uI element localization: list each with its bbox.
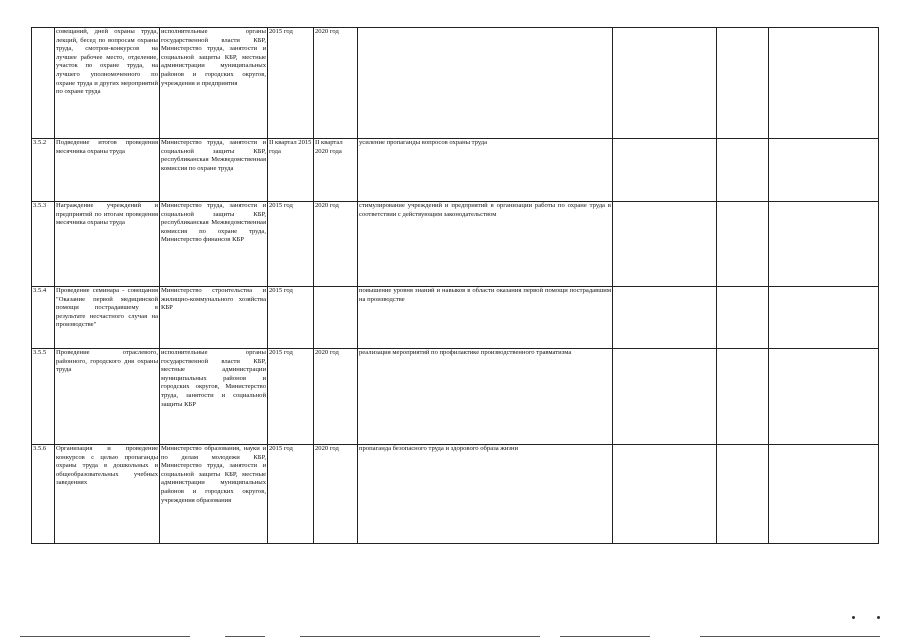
table-row bbox=[32, 349, 879, 445]
start-date: 2015 год bbox=[268, 349, 314, 445]
expected-result bbox=[358, 28, 613, 139]
responsible-executors: Министерство образования, науки и по делам молодежи КБР, Министерство труда, занятости и социальной защиты КБР, местные администрации муниципальных районов и городских округов, учреждения образования bbox=[160, 445, 268, 544]
end-date: 2020 год bbox=[314, 202, 358, 287]
empty-cell bbox=[769, 349, 879, 445]
expected-result: стимулирование учреждений и предприятий в организации работы по охране труда в соответствии с действующим законодательством bbox=[358, 202, 613, 287]
start-date: 2015 год bbox=[268, 445, 314, 544]
item-number: 3.5.2 bbox=[32, 139, 55, 202]
empty-cell bbox=[717, 28, 769, 139]
empty-cell bbox=[613, 287, 717, 349]
scan-line bbox=[20, 636, 190, 637]
item-number: 3.5.4 bbox=[32, 287, 55, 349]
start-date: 2015 год bbox=[268, 28, 314, 139]
responsible-executors: Министерство строительства и жилищно-коммунального хозяйства КБР bbox=[160, 287, 268, 349]
scan-dot bbox=[852, 616, 855, 619]
end-date bbox=[314, 287, 358, 349]
start-date: II квартал 2015 года bbox=[268, 139, 314, 202]
item-number bbox=[32, 28, 55, 139]
scan-line bbox=[300, 636, 540, 637]
measure-name: Организация и проведение конкурсов с целью пропаганды охраны труда в дошкольных и общеобразовательных учебных заведениях bbox=[55, 445, 160, 544]
empty-cell bbox=[769, 445, 879, 544]
end-date: II квартал 2020 года bbox=[314, 139, 358, 202]
end-date: 2020 год bbox=[314, 349, 358, 445]
empty-cell bbox=[717, 202, 769, 287]
empty-cell bbox=[613, 349, 717, 445]
scan-line bbox=[225, 636, 265, 637]
table-row bbox=[32, 287, 879, 349]
scan-footer bbox=[0, 612, 905, 640]
empty-cell bbox=[717, 349, 769, 445]
scan-dot bbox=[877, 616, 880, 619]
scan-line bbox=[700, 636, 880, 637]
item-number: 3.5.6 bbox=[32, 445, 55, 544]
empty-cell bbox=[613, 28, 717, 139]
responsible-executors: исполнительные органы государственной власти КБР, местные администрации муниципальных районов и городских округов, Министерство труда, занятости и социальной защиты КБР bbox=[160, 349, 268, 445]
measure-name: Проведение отраслевого, районного, городского дня охраны труда bbox=[55, 349, 160, 445]
empty-cell bbox=[769, 139, 879, 202]
table-row bbox=[32, 28, 879, 139]
start-date: 2015 год bbox=[268, 287, 314, 349]
responsible-executors: Министерство труда, занятости и социальной защиты КБР, республиканская Межведомственная комиссия по охране труда, Министерство финансов КБР bbox=[160, 202, 268, 287]
empty-cell bbox=[717, 445, 769, 544]
program-measures-table bbox=[31, 27, 879, 544]
empty-cell bbox=[769, 28, 879, 139]
empty-cell bbox=[613, 445, 717, 544]
expected-result: реализация мероприятий по профилактике производственного травматизма bbox=[358, 349, 613, 445]
responsible-executors: исполнительные органы государственной власти КБР, Министерство труда, занятости и социальной защиты КБР, местные администрации муниципальных районов и городских округов, учреждения и предприятия bbox=[160, 28, 268, 139]
expected-result: усиление пропаганды вопросов охраны труда bbox=[358, 139, 613, 202]
measure-name: Проведение семинара - совещания "Оказание первой медицинской помощи пострадавшему в результате несчастного случая на производстве" bbox=[55, 287, 160, 349]
measure-name: Награждение учреждений и предприятий по итогам проведения месячника охраны труда bbox=[55, 202, 160, 287]
empty-cell bbox=[613, 139, 717, 202]
end-date: 2020 год bbox=[314, 28, 358, 139]
measure-name: совещаний, дней охраны труда, лекций, бесед по вопросам охраны труда, смотров-конкурсов на лучшее рабочее место, отделение, участок по охране труда, на лучшего уполномоченного по охране труда и других мероприятий по охране труда bbox=[55, 28, 160, 139]
empty-cell bbox=[717, 287, 769, 349]
empty-cell bbox=[769, 202, 879, 287]
table-row bbox=[32, 139, 879, 202]
expected-result: повышение уровня знаний и навыков в области оказания первой помощи пострадавшим на производстве bbox=[358, 287, 613, 349]
scan-line bbox=[560, 636, 650, 637]
empty-cell bbox=[613, 202, 717, 287]
start-date: 2015 год bbox=[268, 202, 314, 287]
item-number: 3.5.5 bbox=[32, 349, 55, 445]
item-number: 3.5.3 bbox=[32, 202, 55, 287]
empty-cell bbox=[769, 287, 879, 349]
expected-result: пропаганда безопасного труда и здорового образа жизни bbox=[358, 445, 613, 544]
table-row bbox=[32, 202, 879, 287]
measure-name: Подведение итогов проведения месячника охраны труда bbox=[55, 139, 160, 202]
end-date: 2020 год bbox=[314, 445, 358, 544]
responsible-executors: Министерство труда, занятости и социальной защиты КБР, республиканская Межведомственная комиссия по охране труда bbox=[160, 139, 268, 202]
empty-cell bbox=[717, 139, 769, 202]
table-row bbox=[32, 445, 879, 544]
